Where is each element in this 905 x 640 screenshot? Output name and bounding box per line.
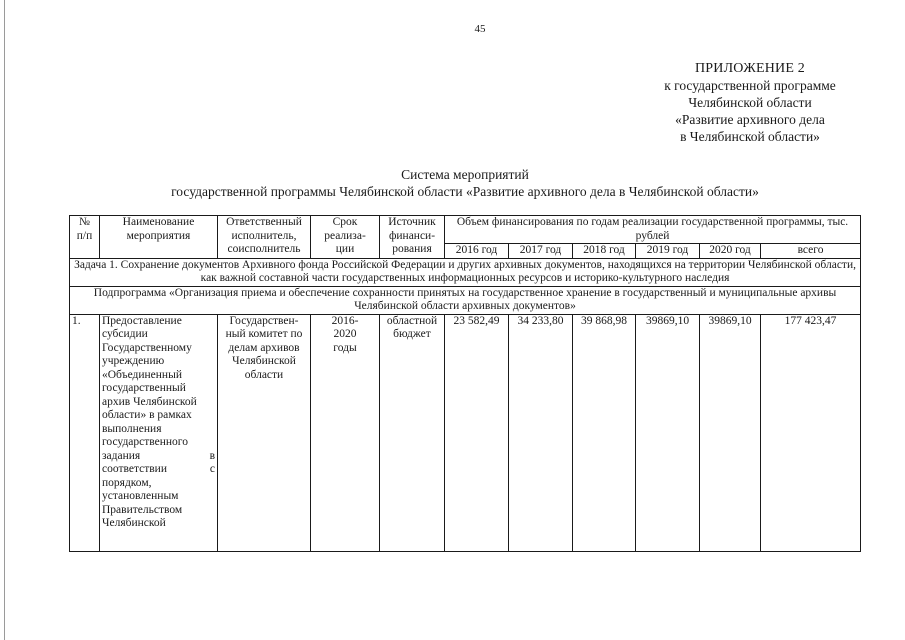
header-executor: [218, 216, 311, 259]
measure-name-line: задания в: [102, 449, 215, 462]
header-year-2016: 2016 год: [445, 244, 509, 259]
term-line: 2016-: [331, 314, 359, 327]
appendix-line: к государственной программе: [664, 78, 836, 93]
appendix-block: [600, 60, 900, 145]
header-num: [70, 216, 100, 259]
task-text: Задача 1. Сохранение документов Архивного фонда Российской Федерации и других архивных документов, находящихся на территории Челябинской области, как важной составной части государственных информационных ресурсов и историко-культурного наследия: [70, 258, 861, 286]
amount-2019: 39869,10: [636, 314, 700, 551]
table-header-row: [70, 216, 861, 244]
executor-line: Государствен-: [229, 314, 299, 327]
header-source: [380, 216, 445, 259]
executor-line: делам архивов: [228, 341, 300, 354]
header-line: мероприятия: [126, 229, 191, 242]
funding-source-line: бюджет: [393, 328, 431, 340]
amount-2017: 34 233,80: [509, 314, 573, 551]
header-line: ции: [335, 243, 355, 255]
header-name: [100, 216, 218, 259]
header-line: соисполнитель: [227, 243, 301, 255]
appendix-line: Челябинской области: [688, 95, 812, 110]
header-line: Источник: [388, 216, 436, 228]
document-title-line: государственной программы Челябинской области «Развитие архивного дела в Челябинской области»: [171, 184, 759, 199]
measure-name-line: Челябинской: [102, 517, 166, 529]
header-funding: Объем финансирования по годам реализации государственной программы, тыс. рублей: [445, 216, 861, 244]
header-line: финанси-: [388, 229, 436, 242]
measure-name-line: государственного: [102, 436, 188, 448]
measure-name-line: установленным: [102, 490, 179, 502]
header-year-2020: 2020 год: [700, 244, 761, 259]
measure-name-line: государственный: [102, 382, 186, 394]
appendix-line: в Челябинской области»: [680, 129, 820, 144]
measure-name-line: Государственному: [102, 341, 192, 354]
header-year-2018: 2018 год: [573, 244, 636, 259]
header-term: [311, 216, 380, 259]
executor: [218, 314, 311, 551]
header-total: всего: [761, 244, 861, 259]
measure-name-line: субсидии: [102, 328, 148, 340]
header-line: Ответственный: [226, 216, 302, 228]
header-year-2019: 2019 год: [636, 244, 700, 259]
header-line: Срок: [332, 216, 358, 228]
term-line: 2020: [333, 328, 357, 340]
task-row: [70, 258, 861, 286]
measure-name-line: соответствии с: [102, 463, 215, 475]
measures-table: [69, 215, 861, 552]
measure-name-line: Правительством: [102, 503, 183, 516]
header-year-2017: 2017 год: [509, 244, 573, 259]
measure-name-line: архив Челябинской: [102, 395, 197, 408]
term: [311, 314, 380, 551]
amount-total: 177 423,47: [761, 314, 861, 551]
funding-source: [380, 314, 445, 551]
document-title: [70, 166, 860, 200]
amount-2020: 39869,10: [700, 314, 761, 551]
measure-name-line: порядком,: [102, 476, 152, 489]
measure-name-line: Предоставление: [102, 314, 182, 327]
header-line: рования: [392, 243, 432, 255]
term-line: годы: [333, 341, 357, 354]
executor-line: Челябинской: [232, 355, 296, 367]
header-line: Наименование: [122, 216, 195, 228]
subprogram-row: [70, 286, 861, 314]
document-title-line: Система мероприятий: [401, 167, 529, 182]
header-line: реализа-: [324, 229, 366, 242]
amount-2018: 39 868,98: [573, 314, 636, 551]
measure-name-line: выполнения: [102, 422, 162, 435]
executor-line: ный комитет по: [225, 328, 303, 340]
header-line: п/п: [76, 229, 93, 242]
subprogram-text: Подпрограмма «Организация приема и обеспечение сохранности принятых на государственное хранение в государственный и муниципальные архивы Челябинской области архивных документов»: [70, 286, 861, 314]
scan-edge: [4, 0, 5, 640]
measure-name-line: учреждению: [102, 355, 165, 367]
row-num: 1.: [70, 314, 100, 551]
header-line: №: [79, 216, 90, 228]
table-row: [70, 314, 861, 551]
appendix-title: ПРИЛОЖЕНИЕ 2: [694, 61, 806, 76]
header-line: исполнитель,: [231, 229, 297, 242]
appendix-line: «Развитие архивного дела: [675, 112, 825, 127]
page-number: 45: [474, 23, 486, 35]
measure-name-line: «Объединенный: [102, 368, 182, 381]
measure-name-line: области» в рамках: [102, 409, 192, 421]
measure-name: [100, 314, 218, 551]
funding-source-line: областной: [386, 314, 438, 327]
executor-line: области: [244, 368, 284, 381]
amount-2016: 23 582,49: [445, 314, 509, 551]
